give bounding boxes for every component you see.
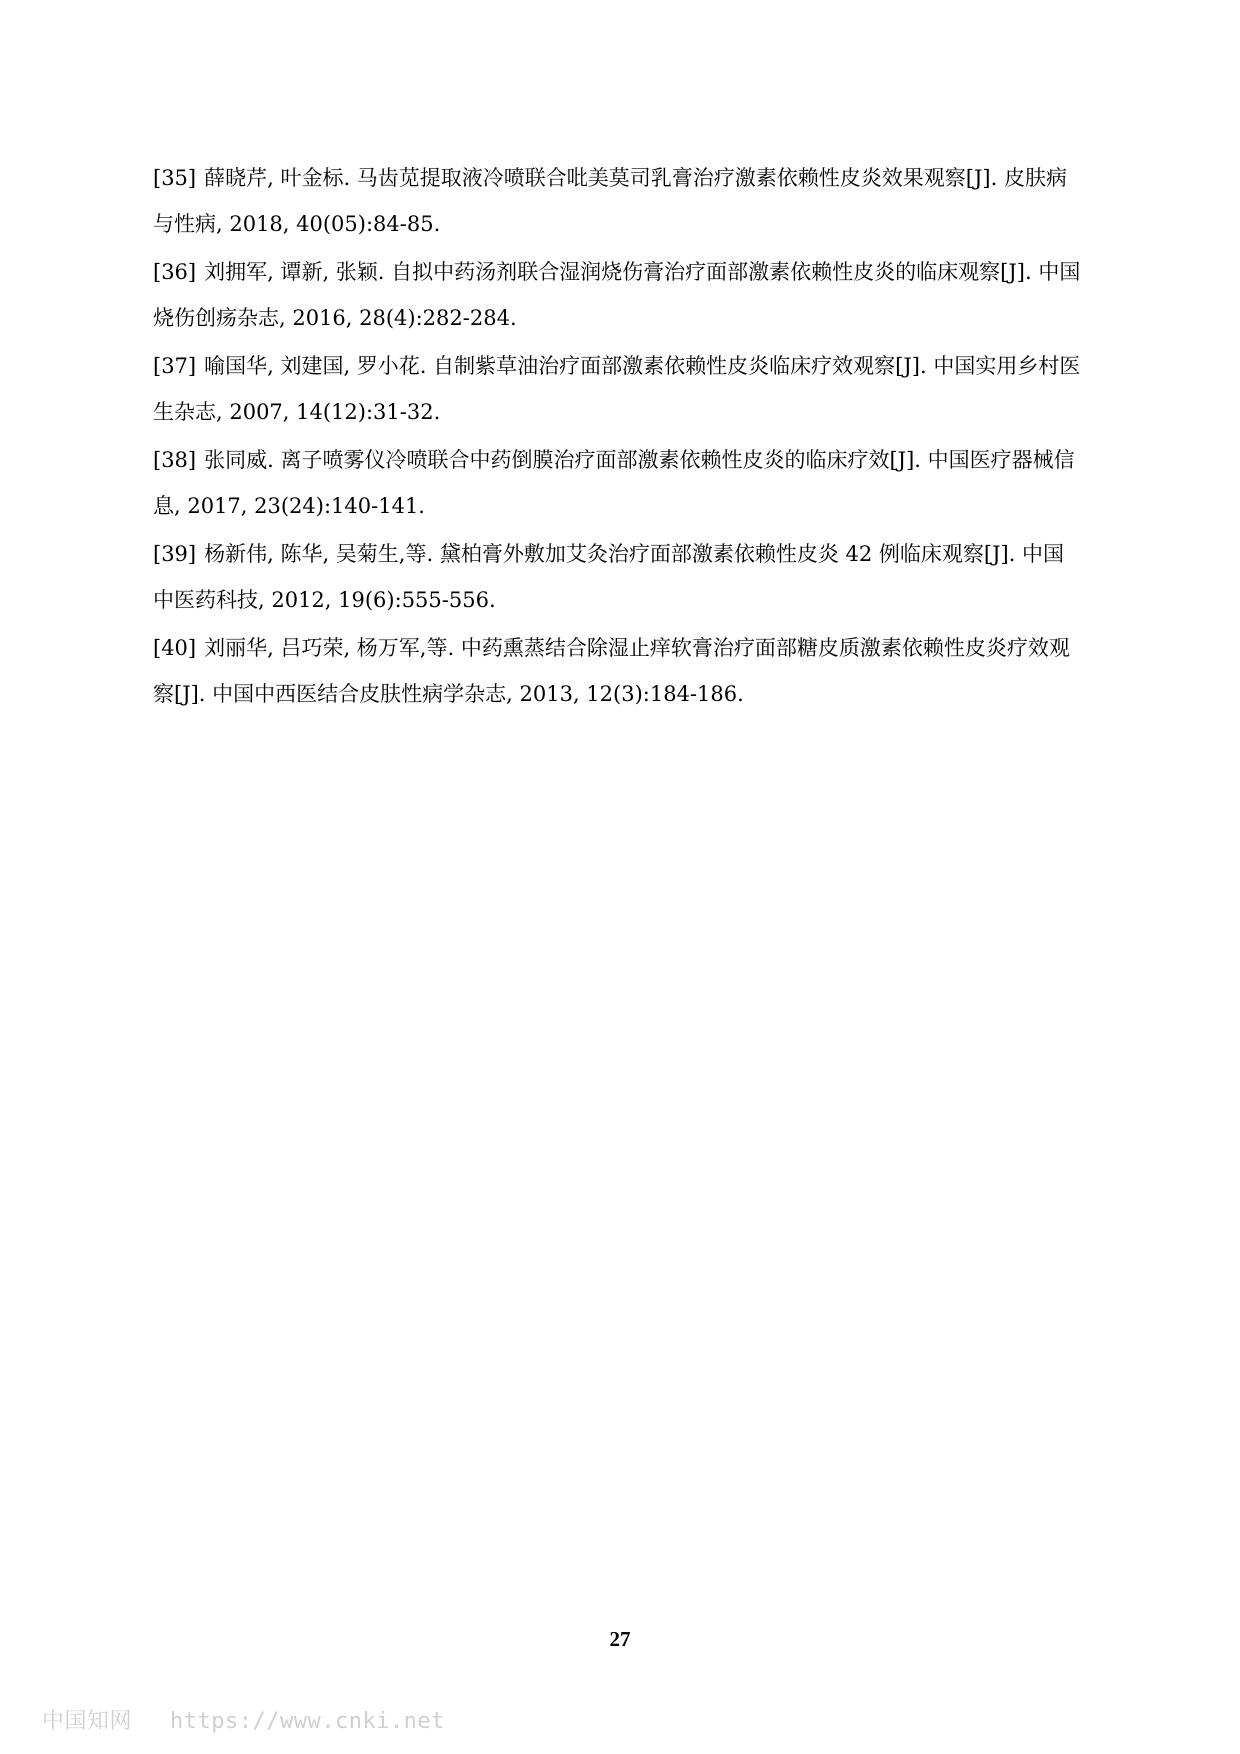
cnki-watermark <box>42 1704 445 1735</box>
reference-item <box>153 249 1083 341</box>
page-number: 27 <box>609 1627 631 1651</box>
reference-text: 刘拥军, 谭新, 张颖. 自拟中药汤剂联合湿润烧伤膏治疗面部激素依赖性皮炎的临床观察[J]. 中国烧伤创疡杂志, 2016, 28(4):282-284. <box>153 260 1081 330</box>
reference-item <box>153 155 1083 247</box>
reference-list <box>153 155 1083 719</box>
reference-number: [35] <box>153 166 197 190</box>
reference-text: 张同威. 离子喷雾仪冷喷联合中药倒膜治疗面部激素依赖性皮炎的临床疗效[J]. 中国医疗器械信息, 2017, 23(24):140-141. <box>153 448 1075 518</box>
reference-text: 杨新伟, 陈华, 吴菊生,等. 黛柏膏外敷加艾灸治疗面部激素依赖性皮炎 42 例临床观察[J]. 中国中医药科技, 2012, 19(6):555-556. <box>153 542 1065 612</box>
reference-number: [37] <box>153 354 197 378</box>
reference-text: 喻国华, 刘建国, 罗小花. 自制紫草油治疗面部激素依赖性皮炎临床疗效观察[J]. 中国实用乡村医生杂志, 2007, 14(12):31-32. <box>153 354 1081 424</box>
reference-number: [36] <box>153 260 197 284</box>
reference-text: 刘丽华, 吕巧荣, 杨万军,等. 中药熏蒸结合除湿止痒软膏治疗面部糖皮质激素依赖性皮炎疗效观察[J]. 中国中西医结合皮肤性病学杂志, 2013, 12(3):184-186. <box>153 636 1070 706</box>
watermark-logo-text: 中国知网 <box>42 1709 133 1734</box>
reference-item <box>153 625 1083 717</box>
reference-text: 薛晓芹, 叶金标. 马齿苋提取液冷喷联合吡美莫司乳膏治疗激素依赖性皮炎效果观察[J]. 皮肤病与性病, 2018, 40(05):84-85. <box>153 166 1067 236</box>
reference-number: [40] <box>153 636 197 660</box>
reference-item <box>153 437 1083 529</box>
reference-number: [38] <box>153 448 197 472</box>
reference-item <box>153 343 1083 435</box>
reference-number: [39] <box>153 542 197 566</box>
reference-item <box>153 531 1083 623</box>
watermark-url: https://www.cnki.net <box>170 1709 445 1734</box>
